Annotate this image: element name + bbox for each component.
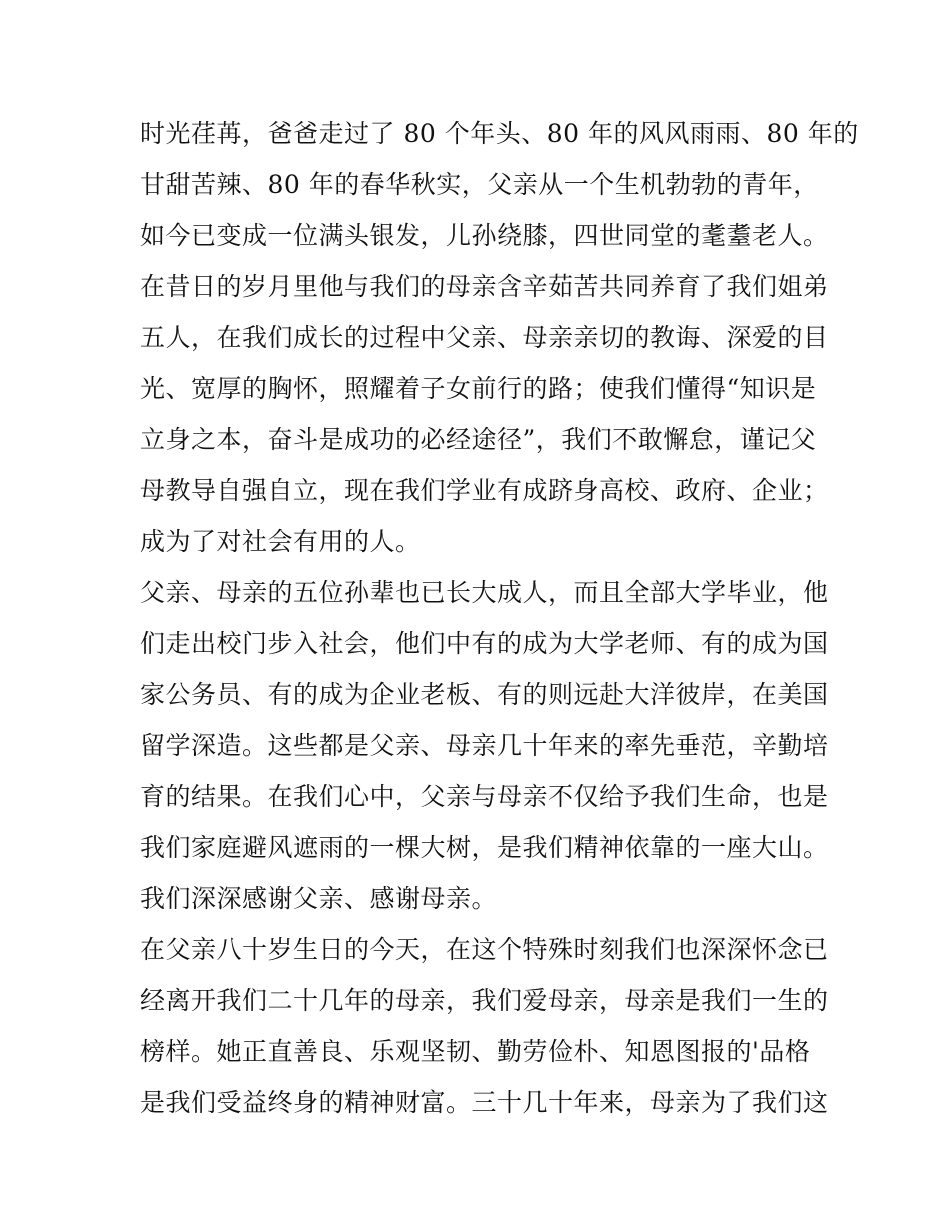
text-line: 在昔日的岁月里他与我们的母亲含辛茹苦共同养育了我们姐弟 (140, 272, 829, 301)
text-line: 留学深造。这些都是父亲、母亲几十年来的率先垂范，辛勤培 (140, 731, 829, 760)
text-line: 是我们受益终身的精神财富。三十几十年来，母亲为了我们这 (140, 1088, 829, 1117)
text-line: 如今已变成一位满头银发，儿孙绕膝，四世同堂的耄耋老人。 (140, 221, 829, 250)
text-line: 光、宽厚的胸怀，照耀着子女前行的路；使我们懂得“知识是 (140, 374, 817, 403)
text-line: 母教导自强自立，现在我们学业有成跻身高校、政府、企业； (140, 476, 829, 505)
text-line: 立身之本，奋斗是成功的必经途径”，我们不敢懈怠，谨记父 (140, 425, 817, 454)
text-line: 榜样。她正直善良、乐观坚韧、勤劳俭朴、知恩图报的'品格 (140, 1037, 811, 1066)
text-line: 经离开我们二十几年的母亲，我们爱母亲，母亲是我们一生的 (140, 986, 829, 1015)
text-line: 我们家庭避风遮雨的一棵大树，是我们精神依靠的一座大山。 (140, 833, 829, 862)
text-line: 父亲、母亲的五位孙辈也已长大成人，而且全部大学毕业，他 (140, 578, 829, 607)
text-line: 育的结果。在我们心中，父亲与母亲不仅给予我们生命，也是 (140, 782, 829, 811)
text-line: 我们深深感谢父亲、感谢母亲。 (140, 884, 498, 913)
text-line: 五人，在我们成长的过程中父亲、母亲亲切的教诲、深爱的目 (140, 323, 829, 352)
text-line: 们走出校门步入社会，他们中有的成为大学老师、有的成为国 (140, 629, 829, 658)
text-line: 家公务员、有的成为企业老板、有的则远赴大洋彼岸，在美国 (140, 680, 829, 709)
text-line: 甘甜苦辣、80 年的春华秋实，父亲从一个生机勃勃的青年， (140, 170, 819, 199)
document-body (140, 108, 859, 1128)
text-line: 成为了对社会有用的人。 (140, 527, 421, 556)
text-line: 时光荏苒，爸爸走过了 80 个年头、80 年的风风雨雨、80 年的 (140, 119, 859, 148)
text-line: 在父亲八十岁生日的今天，在这个特殊时刻我们也深深怀念已 (140, 935, 829, 964)
